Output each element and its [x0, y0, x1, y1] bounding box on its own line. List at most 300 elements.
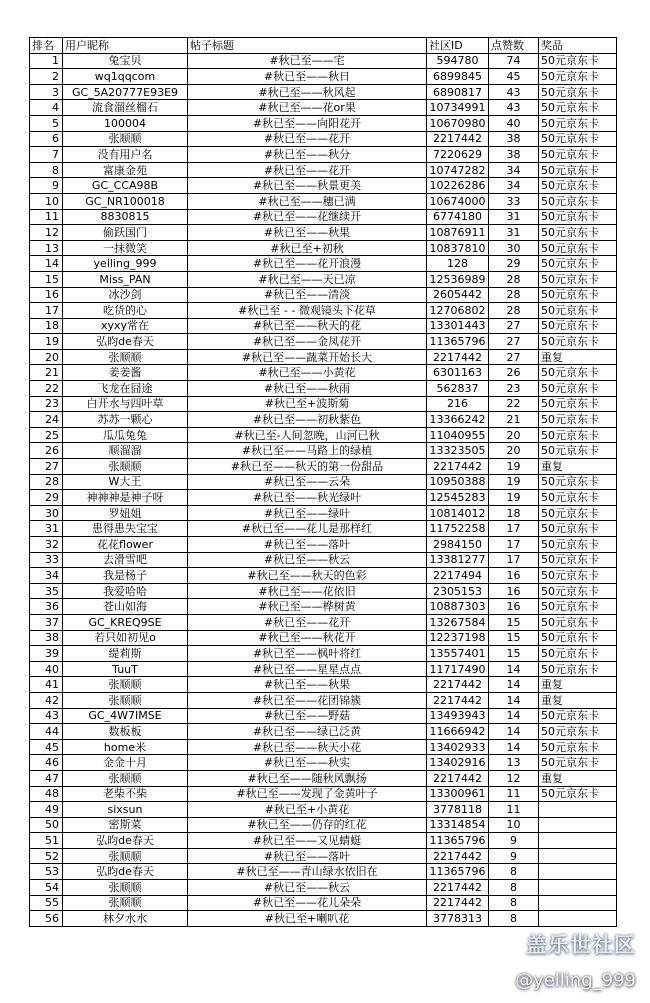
table-row — [30, 84, 617, 100]
cell-likes: 8 — [489, 880, 539, 896]
cell-community-id: 10876911 — [427, 225, 489, 241]
cell-username: 冰沙剑 — [63, 287, 188, 303]
cell-post-title: #秋已至——小黄花 — [188, 365, 427, 381]
cell-community-id: 10734991 — [427, 100, 489, 116]
cell-post-title: #秋已至——花儿是那样红 — [188, 521, 427, 537]
cell-post-title: #秋已至——蔬菜开始长大 — [188, 349, 427, 365]
cell-community-id: 10674000 — [427, 193, 489, 209]
cell-community-id: 13300961 — [427, 786, 489, 802]
cell-post-title: #秋已至——秋景更美 — [188, 178, 427, 194]
cell-community-id: 6301163 — [427, 365, 489, 381]
cell-post-title: #秋已至——随秋风飘扬 — [188, 770, 427, 786]
cell-username: 弘昀de春天 — [63, 833, 188, 849]
cell-username: 老柴不柴 — [63, 786, 188, 802]
cell-post-title: #秋已至——金凤花开 — [188, 334, 427, 350]
cell-rank: 56 — [30, 911, 63, 927]
cell-rank: 32 — [30, 537, 63, 553]
cell-username: 张顺顺 — [63, 770, 188, 786]
cell-prize — [539, 802, 617, 818]
cell-likes: 33 — [489, 193, 539, 209]
table-row — [30, 802, 617, 818]
ranking-table — [29, 37, 617, 927]
cell-community-id: 13267584 — [427, 614, 489, 630]
cell-likes: 14 — [489, 677, 539, 693]
cell-username: 张顺顺 — [63, 459, 188, 475]
table-row — [30, 755, 617, 771]
cell-rank: 6 — [30, 131, 63, 147]
cell-rank: 34 — [30, 568, 63, 584]
table-row — [30, 303, 617, 319]
table-row — [30, 443, 617, 459]
cell-rank: 53 — [30, 864, 63, 880]
cell-username: 富康金苑 — [63, 162, 188, 178]
cell-community-id: 10950388 — [427, 474, 489, 490]
cell-prize: 重复 — [539, 459, 617, 475]
cell-community-id: 2305153 — [427, 583, 489, 599]
cell-rank: 2 — [30, 69, 63, 85]
cell-likes: 19 — [489, 459, 539, 475]
watermark-community: 盖乐世社区 — [526, 933, 636, 957]
cell-likes: 31 — [489, 225, 539, 241]
cell-prize — [539, 880, 617, 896]
header-community-id: 社区ID — [427, 38, 489, 54]
cell-prize: 50元京东卡 — [539, 100, 617, 116]
cell-rank: 11 — [30, 209, 63, 225]
cell-prize: 50元京东卡 — [539, 131, 617, 147]
cell-post-title: #秋已至——花开浪漫 — [188, 256, 427, 272]
table-row — [30, 614, 617, 630]
cell-prize: 50元京东卡 — [539, 568, 617, 584]
cell-community-id: 10747282 — [427, 162, 489, 178]
cell-username: 流食溜丝榴石 — [63, 100, 188, 116]
cell-likes: 30 — [489, 240, 539, 256]
cell-likes: 15 — [489, 630, 539, 646]
cell-post-title: #秋已至——野菇 — [188, 708, 427, 724]
table-row — [30, 427, 617, 443]
table-row — [30, 147, 617, 163]
cell-community-id: 6890817 — [427, 84, 489, 100]
cell-username: 张顺顺 — [63, 677, 188, 693]
cell-community-id: 594780 — [427, 53, 489, 69]
cell-prize: 50元京东卡 — [539, 178, 617, 194]
cell-likes: 29 — [489, 256, 539, 272]
cell-username: 瓜瓜兔兔 — [63, 427, 188, 443]
table-row — [30, 459, 617, 475]
cell-rank: 18 — [30, 318, 63, 334]
cell-likes: 31 — [489, 209, 539, 225]
cell-likes: 34 — [489, 178, 539, 194]
cell-rank: 48 — [30, 786, 63, 802]
cell-prize: 50元京东卡 — [539, 69, 617, 85]
cell-community-id: 128 — [427, 256, 489, 272]
table-row — [30, 178, 617, 194]
cell-prize: 50元京东卡 — [539, 209, 617, 225]
cell-community-id: 2217442 — [427, 459, 489, 475]
cell-prize: 50元京东卡 — [539, 646, 617, 662]
cell-username: GC_NR100018 — [63, 193, 188, 209]
cell-post-title: #秋已至——秋果 — [188, 225, 427, 241]
cell-prize: 50元京东卡 — [539, 318, 617, 334]
cell-post-title: #秋已至——秋风起 — [188, 84, 427, 100]
cell-community-id: 562837 — [427, 381, 489, 397]
cell-community-id: 10887303 — [427, 599, 489, 615]
cell-community-id: 2217442 — [427, 770, 489, 786]
cell-post-title: #秋已至——秋实 — [188, 755, 427, 771]
cell-username: 张顺顺 — [63, 880, 188, 896]
cell-likes: 43 — [489, 100, 539, 116]
cell-community-id: 13381277 — [427, 552, 489, 568]
cell-rank: 21 — [30, 365, 63, 381]
cell-likes: 27 — [489, 318, 539, 334]
cell-prize: 50元京东卡 — [539, 427, 617, 443]
cell-rank: 24 — [30, 412, 63, 428]
cell-prize: 50元京东卡 — [539, 162, 617, 178]
cell-username: sixsun — [63, 802, 188, 818]
cell-likes: 34 — [489, 162, 539, 178]
cell-username: W大王 — [63, 474, 188, 490]
cell-rank: 55 — [30, 895, 63, 911]
cell-likes: 19 — [489, 474, 539, 490]
cell-community-id: 2217494 — [427, 568, 489, 584]
table-row — [30, 193, 617, 209]
cell-likes: 19 — [489, 490, 539, 506]
cell-community-id: 6774180 — [427, 209, 489, 225]
cell-post-title: #秋已至——秋花开 — [188, 630, 427, 646]
table-row — [30, 115, 617, 131]
cell-likes: 21 — [489, 412, 539, 428]
cell-prize: 50元京东卡 — [539, 381, 617, 397]
cell-rank: 25 — [30, 427, 63, 443]
cell-post-title: #秋已至——花开 — [188, 614, 427, 630]
cell-rank: 10 — [30, 193, 63, 209]
cell-likes: 20 — [489, 443, 539, 459]
cell-prize: 重复 — [539, 349, 617, 365]
cell-username: 顺溜溜 — [63, 443, 188, 459]
cell-likes: 28 — [489, 287, 539, 303]
cell-username: 我是杨子 — [63, 568, 188, 584]
cell-post-title: #秋已至——秋分 — [188, 147, 427, 163]
cell-rank: 39 — [30, 646, 63, 662]
cell-likes: 9 — [489, 833, 539, 849]
cell-likes: 8 — [489, 864, 539, 880]
table-row — [30, 256, 617, 272]
cell-post-title: #秋已至——秋雨 — [188, 381, 427, 397]
cell-prize: 重复 — [539, 692, 617, 708]
cell-community-id: 2217442 — [427, 131, 489, 147]
cell-username: home米 — [63, 739, 188, 755]
cell-likes: 15 — [489, 646, 539, 662]
table-row — [30, 69, 617, 85]
cell-prize — [539, 895, 617, 911]
cell-likes: 8 — [489, 911, 539, 927]
cell-post-title: #秋已至——初秋紫色 — [188, 412, 427, 428]
cell-rank: 38 — [30, 630, 63, 646]
cell-community-id: 2217442 — [427, 895, 489, 911]
table-row — [30, 209, 617, 225]
cell-likes: 28 — [489, 303, 539, 319]
cell-rank: 33 — [30, 552, 63, 568]
table-row — [30, 646, 617, 662]
cell-prize — [539, 911, 617, 927]
cell-community-id: 7220629 — [427, 147, 489, 163]
cell-prize: 50元京东卡 — [539, 583, 617, 599]
cell-prize: 50元京东卡 — [539, 661, 617, 677]
cell-community-id: 13301443 — [427, 318, 489, 334]
cell-post-title: #秋已至——星星点点 — [188, 661, 427, 677]
table-row — [30, 552, 617, 568]
cell-rank: 22 — [30, 381, 63, 397]
cell-rank: 54 — [30, 880, 63, 896]
cell-rank: 51 — [30, 833, 63, 849]
table-row — [30, 911, 617, 927]
cell-rank: 49 — [30, 802, 63, 818]
header-username: 用户昵称 — [63, 38, 188, 54]
cell-rank: 4 — [30, 100, 63, 116]
cell-post-title: #秋已至——天已凉 — [188, 271, 427, 287]
table-row — [30, 583, 617, 599]
cell-likes: 45 — [489, 69, 539, 85]
cell-community-id: 13402916 — [427, 755, 489, 771]
cell-rank: 45 — [30, 739, 63, 755]
cell-username: 我爱哈哈 — [63, 583, 188, 599]
cell-username: GC_KREQ9SE — [63, 614, 188, 630]
cell-likes: 14 — [489, 708, 539, 724]
cell-prize: 50元京东卡 — [539, 521, 617, 537]
cell-likes: 22 — [489, 396, 539, 412]
table-row — [30, 630, 617, 646]
cell-prize: 50元京东卡 — [539, 84, 617, 100]
cell-prize: 50元京东卡 — [539, 630, 617, 646]
cell-username: 花花flower — [63, 537, 188, 553]
cell-likes: 14 — [489, 724, 539, 740]
cell-likes: 14 — [489, 739, 539, 755]
table-row — [30, 521, 617, 537]
cell-prize: 50元京东卡 — [539, 552, 617, 568]
table-row — [30, 334, 617, 350]
cell-prize: 重复 — [539, 677, 617, 693]
cell-likes: 16 — [489, 568, 539, 584]
cell-post-title: #秋已至——绿叶 — [188, 505, 427, 521]
cell-community-id: 13366242 — [427, 412, 489, 428]
cell-community-id: 11752258 — [427, 521, 489, 537]
table-row — [30, 240, 617, 256]
cell-community-id: 2605442 — [427, 287, 489, 303]
cell-post-title: #秋已至——桦树黄 — [188, 599, 427, 615]
cell-prize: 50元京东卡 — [539, 708, 617, 724]
cell-community-id: 13323505 — [427, 443, 489, 459]
cell-likes: 15 — [489, 614, 539, 630]
table-row — [30, 692, 617, 708]
cell-likes: 8 — [489, 895, 539, 911]
cell-username: yelling_999 — [63, 256, 188, 272]
cell-prize: 50元京东卡 — [539, 287, 617, 303]
table-row — [30, 848, 617, 864]
cell-post-title: #秋已至——仍存的红花 — [188, 817, 427, 833]
cell-rank: 8 — [30, 162, 63, 178]
cell-username: 一抹微笑 — [63, 240, 188, 256]
cell-likes: 11 — [489, 786, 539, 802]
cell-rank: 9 — [30, 178, 63, 194]
cell-prize — [539, 848, 617, 864]
cell-rank: 30 — [30, 505, 63, 521]
table-row — [30, 225, 617, 241]
cell-username: GC_CCA98B — [63, 178, 188, 194]
cell-username: 8830815 — [63, 209, 188, 225]
cell-community-id: 3778313 — [427, 911, 489, 927]
cell-post-title: #秋已至——花依旧 — [188, 583, 427, 599]
cell-community-id: 12545283 — [427, 490, 489, 506]
cell-prize: 50元京东卡 — [539, 490, 617, 506]
cell-likes: 27 — [489, 334, 539, 350]
cell-username: 姜姜酱 — [63, 365, 188, 381]
cell-post-title: #秋已至——花儿朵朵 — [188, 895, 427, 911]
cell-community-id: 11717490 — [427, 661, 489, 677]
cell-prize — [539, 864, 617, 880]
table-row — [30, 318, 617, 334]
cell-prize: 50元京东卡 — [539, 614, 617, 630]
cell-rank: 36 — [30, 599, 63, 615]
cell-community-id: 11365796 — [427, 864, 489, 880]
cell-prize: 50元京东卡 — [539, 147, 617, 163]
cell-prize: 重复 — [539, 770, 617, 786]
table-row — [30, 708, 617, 724]
cell-likes: 40 — [489, 115, 539, 131]
cell-username: 数板板 — [63, 724, 188, 740]
cell-community-id: 11040955 — [427, 427, 489, 443]
cell-likes: 11 — [489, 802, 539, 818]
cell-rank: 1 — [30, 53, 63, 69]
cell-prize: 50元京东卡 — [539, 225, 617, 241]
cell-prize: 50元京东卡 — [539, 474, 617, 490]
cell-post-title: #秋已至——清淡 — [188, 287, 427, 303]
cell-username: 飞龙在囧途 — [63, 381, 188, 397]
cell-community-id: 12706802 — [427, 303, 489, 319]
cell-username: wq1qqcom — [63, 69, 188, 85]
cell-prize: 50元京东卡 — [539, 412, 617, 428]
cell-username: GC_4W7IMSE — [63, 708, 188, 724]
cell-likes: 38 — [489, 131, 539, 147]
cell-post-title: #秋已至——穗已满 — [188, 193, 427, 209]
table-row — [30, 131, 617, 147]
cell-username: 罗妞姐 — [63, 505, 188, 521]
cell-post-title: #秋已至——秋天的花 — [188, 318, 427, 334]
cell-username: 白开水与四叶草 — [63, 396, 188, 412]
cell-prize: 50元京东卡 — [539, 739, 617, 755]
cell-community-id: 13314854 — [427, 817, 489, 833]
table-row — [30, 895, 617, 911]
cell-likes: 20 — [489, 427, 539, 443]
cell-username: 密斯菜 — [63, 817, 188, 833]
cell-likes: 13 — [489, 755, 539, 771]
cell-username: TuuT — [63, 661, 188, 677]
cell-rank: 40 — [30, 661, 63, 677]
cell-username: 苍山如海 — [63, 599, 188, 615]
header-prize: 奖品 — [539, 38, 617, 54]
cell-likes: 12 — [489, 770, 539, 786]
cell-rank: 14 — [30, 256, 63, 272]
cell-prize: 50元京东卡 — [539, 396, 617, 412]
cell-post-title: #秋已至——秋云 — [188, 552, 427, 568]
table-row — [30, 349, 617, 365]
watermark-user: @yelling_999 — [515, 970, 636, 991]
cell-post-title: #秋已至——花开 — [188, 131, 427, 147]
cell-post-title: #秋已至——花团锦簇 — [188, 692, 427, 708]
cell-rank: 31 — [30, 521, 63, 537]
cell-rank: 5 — [30, 115, 63, 131]
cell-rank: 15 — [30, 271, 63, 287]
table-row — [30, 381, 617, 397]
cell-username: 张顺顺 — [63, 895, 188, 911]
cell-username: 兔宝贝 — [63, 53, 188, 69]
cell-rank: 26 — [30, 443, 63, 459]
cell-post-title: #秋已至——秋果 — [188, 677, 427, 693]
table-row — [30, 100, 617, 116]
cell-community-id: 11666942 — [427, 724, 489, 740]
cell-community-id: 13493943 — [427, 708, 489, 724]
table-row — [30, 724, 617, 740]
cell-rank: 13 — [30, 240, 63, 256]
cell-prize: 50元京东卡 — [539, 365, 617, 381]
cell-likes: 38 — [489, 147, 539, 163]
cell-likes: 28 — [489, 271, 539, 287]
cell-post-title: #秋已至——云朵 — [188, 474, 427, 490]
cell-post-title: #秋已至+初秋 — [188, 240, 427, 256]
cell-likes: 14 — [489, 692, 539, 708]
table-row — [30, 537, 617, 553]
cell-community-id: 13557401 — [427, 646, 489, 662]
table-row — [30, 365, 617, 381]
cell-rank: 23 — [30, 396, 63, 412]
cell-post-title: #秋已至——花开 — [188, 162, 427, 178]
cell-post-title: #秋已至——花or果 — [188, 100, 427, 116]
cell-prize: 50元京东卡 — [539, 599, 617, 615]
cell-username: xyxy常在 — [63, 318, 188, 334]
cell-post-title: #秋已至——落叶 — [188, 848, 427, 864]
cell-likes: 23 — [489, 381, 539, 397]
table-header-row — [30, 38, 617, 54]
cell-likes: 17 — [489, 521, 539, 537]
cell-rank: 19 — [30, 334, 63, 350]
table-row — [30, 817, 617, 833]
cell-post-title: #秋已至——花继续开 — [188, 209, 427, 225]
cell-rank: 27 — [30, 459, 63, 475]
table-row — [30, 396, 617, 412]
cell-prize: 50元京东卡 — [539, 256, 617, 272]
cell-username: 张顺顺 — [63, 692, 188, 708]
cell-username: 张顺顺 — [63, 848, 188, 864]
header-post-title: 帖子标题 — [188, 38, 427, 54]
cell-prize: 50元京东卡 — [539, 537, 617, 553]
cell-rank: 46 — [30, 755, 63, 771]
cell-username: Miss_PAN — [63, 271, 188, 287]
cell-rank: 44 — [30, 724, 63, 740]
cell-prize: 50元京东卡 — [539, 271, 617, 287]
cell-community-id: 3778118 — [427, 802, 489, 818]
table-row — [30, 864, 617, 880]
cell-rank: 35 — [30, 583, 63, 599]
cell-prize: 50元京东卡 — [539, 755, 617, 771]
table-row — [30, 490, 617, 506]
cell-prize: 50元京东卡 — [539, 443, 617, 459]
cell-username: 缇莉斯 — [63, 646, 188, 662]
table-row — [30, 786, 617, 802]
cell-community-id: 12237198 — [427, 630, 489, 646]
cell-post-title: #秋已至——向阳花开 — [188, 115, 427, 131]
cell-username: 弘昀de春天 — [63, 334, 188, 350]
header-likes: 点赞数 — [489, 38, 539, 54]
cell-prize: 50元京东卡 — [539, 115, 617, 131]
cell-community-id: 2217442 — [427, 677, 489, 693]
